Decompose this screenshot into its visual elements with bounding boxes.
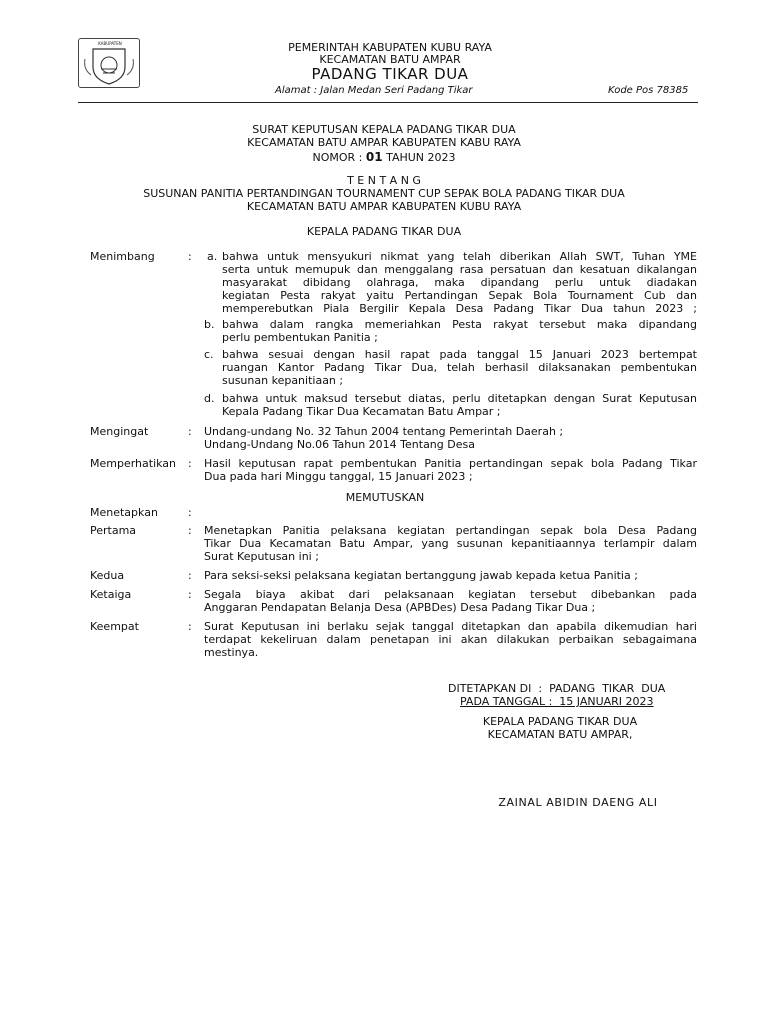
recalling-label: Mengingat	[90, 425, 149, 438]
letterhead-district: KECAMATAN BATU AMPAR	[319, 53, 461, 66]
considering-item-c-letter: c.	[204, 348, 214, 361]
decree-title-line1: SURAT KEPUTUSAN KEPALA PADANG TIKAR DUA	[252, 123, 516, 136]
fourth-colon: :	[188, 620, 192, 633]
recalling-text	[204, 425, 694, 451]
recalling-colon: :	[188, 425, 192, 438]
considering-item-a	[222, 250, 697, 263]
observing-colon: :	[188, 457, 192, 470]
text-line: Undang-Undang No.06 Tahun 2014 Tentang Desa	[204, 438, 475, 451]
considering-colon: :	[188, 250, 192, 263]
signatory-title-line2: KECAMATAN BATU AMPAR,	[487, 728, 633, 741]
text-line: Hasil keputusan rapat pembentukan Panitia pertandingan sepak bola Padang Tikar	[204, 457, 697, 470]
second-text	[204, 569, 697, 582]
logo-caption: KABUPATEN	[98, 41, 122, 46]
text-line: Surat Keputusan ini ;	[204, 550, 319, 563]
stipulating-label: Menetapkan	[90, 506, 158, 519]
observing-label: Memperhatikan	[90, 457, 177, 470]
about-line1: SUSUNAN PANITIA PERTANDINGAN TOURNAMENT CUP SEPAK BOLA PADANG TIKAR DUA	[143, 187, 625, 200]
second-colon: :	[188, 569, 192, 582]
text-line: Para seksi-seksi pelaksana kegiatan bertanggung jawab kepada ketua Panitia ;	[204, 569, 638, 582]
text-line: Kepala Padang Tikar Dua Kecamatan Batu Ampar ;	[222, 405, 501, 418]
about-heading: T E N T A N G	[347, 174, 421, 187]
letterhead-address: Alamat : Jalan Medan Seri Padang Tikar	[275, 85, 473, 96]
stipulating-colon: :	[188, 506, 192, 519]
decree-number-value: 01	[365, 150, 383, 164]
third-colon: :	[188, 588, 192, 601]
fourth-label: Keempat	[90, 620, 139, 633]
considering-item-d	[222, 392, 697, 418]
text-line: memperebutkan Piala Bergilir Kepala Desa Padang Tikar Dua tahun 2023 ;	[222, 302, 697, 315]
text-line: masyarakat dibidang olahraga, maka dipandang perlu untuk diadakan	[222, 276, 697, 289]
text-line: ruangan Kantor Padang Tikar Dua, telah berhasil dilaksanakan pembentukan	[222, 361, 697, 374]
text-line: serta untuk memupuk dan menggalang rasa persatuan dan kesatuan dikalangan	[222, 263, 697, 276]
considering-item-c	[222, 348, 697, 387]
first-label: Pertama	[90, 524, 137, 537]
text-line: Surat Keputusan ini berlaku sejak tanggal ditetapkan dan apabila dikemudian hari	[204, 620, 697, 633]
letterhead-divider	[78, 102, 698, 103]
text-line: Segala biaya akibat dari pelaksanaan kegiatan tersebut dibebankan pada	[204, 588, 697, 601]
considering-item-b	[222, 318, 697, 344]
considering-label: Menimbang	[90, 250, 155, 263]
decree-number	[84, 150, 684, 165]
considering-item-a-letter: a.	[207, 250, 218, 263]
second-label: Kedua	[90, 569, 125, 582]
considering-item-b-letter: b.	[204, 318, 215, 331]
letterhead-government: PEMERINTAH KABUPATEN KUBU RAYA	[288, 41, 492, 54]
signature-place: DITETAPKAN DI : PADANG TIKAR DUA	[448, 682, 666, 695]
text-line: bahwa sesuai dengan hasil rapat pada tanggal 15 Januari 2023 bertempat	[222, 348, 697, 361]
regency-logo	[78, 38, 140, 88]
letterhead-postal-code: Kode Pos 78385	[608, 85, 689, 96]
signatory-title-line1: KEPALA PADANG TIKAR DUA	[482, 715, 638, 728]
text-line: terdapat kekeliruan dalam penetapan ini akan dilakukan perbaikan sebagaimana	[204, 633, 697, 646]
text-line: Tikar Dua Kecamatan Batu Ampar, yang susunan kepanitiaannya terlampir dalam	[204, 537, 697, 550]
considering-item-d-letter: d.	[204, 392, 215, 405]
third-text	[204, 588, 697, 614]
about-line2: KECAMATAN BATU AMPAR KABUPATEN KUBU RAYA	[246, 200, 522, 213]
text-line: Menetapkan Panitia pelaksana kegiatan pertandingan sepak bola Desa Padang	[204, 524, 697, 537]
first-text	[204, 524, 697, 563]
decree-number-year: TAHUN 2023	[382, 151, 456, 164]
text-line: kegiatan Pesta rakyat yaitu Pertandingan Sepak Bola Tournament Cub dan	[222, 289, 697, 302]
signatory-name: ZAINAL ABIDIN DAENG ALI	[498, 796, 658, 809]
third-label: Ketaiga	[90, 588, 132, 601]
text-line: susunan kepanitiaan ;	[222, 374, 344, 387]
decree-number-prefix: NOMOR :	[312, 151, 366, 164]
coat-of-arms-icon	[79, 39, 139, 87]
text-line: Dua pada hari Minggu tanggal, 15 Januari 2023 ;	[204, 470, 473, 483]
fourth-text	[204, 620, 697, 659]
text-line: bahwa untuk mensyukuri nikmat yang telah diberikan Allah SWT, Tuhan YME	[222, 250, 697, 263]
decides-heading: MEMUTUSKAN	[345, 491, 425, 504]
considering-item-a-cont	[222, 263, 697, 315]
text-line: Undang-undang No. 32 Tahun 2004 tentang Pemerintah Daerah ;	[204, 425, 564, 438]
text-line: perlu pembentukan Panitia ;	[222, 331, 378, 344]
observing-text	[204, 457, 697, 483]
signature-date: PADA TANGGAL : 15 JANUARI 2023	[460, 695, 654, 708]
authority-heading: KEPALA PADANG TIKAR DUA	[306, 225, 462, 238]
text-line: bahwa untuk maksud tersebut diatas, perlu ditetapkan dengan Surat Keputusan	[222, 392, 697, 405]
text-line: mestinya.	[204, 646, 259, 659]
text-line: bahwa dalam rangka memeriahkan Pesta rakyat tersebut maka dipandang	[222, 318, 697, 331]
text-line: Anggaran Pendapatan Belanja Desa (APBDes) Desa Padang Tikar Dua ;	[204, 601, 596, 614]
letterhead-village: PADANG TIKAR DUA	[311, 65, 469, 83]
first-colon: :	[188, 524, 192, 537]
decree-title-line2: KECAMATAN BATU AMPAR KABUPATEN KABU RAYA	[247, 136, 521, 149]
